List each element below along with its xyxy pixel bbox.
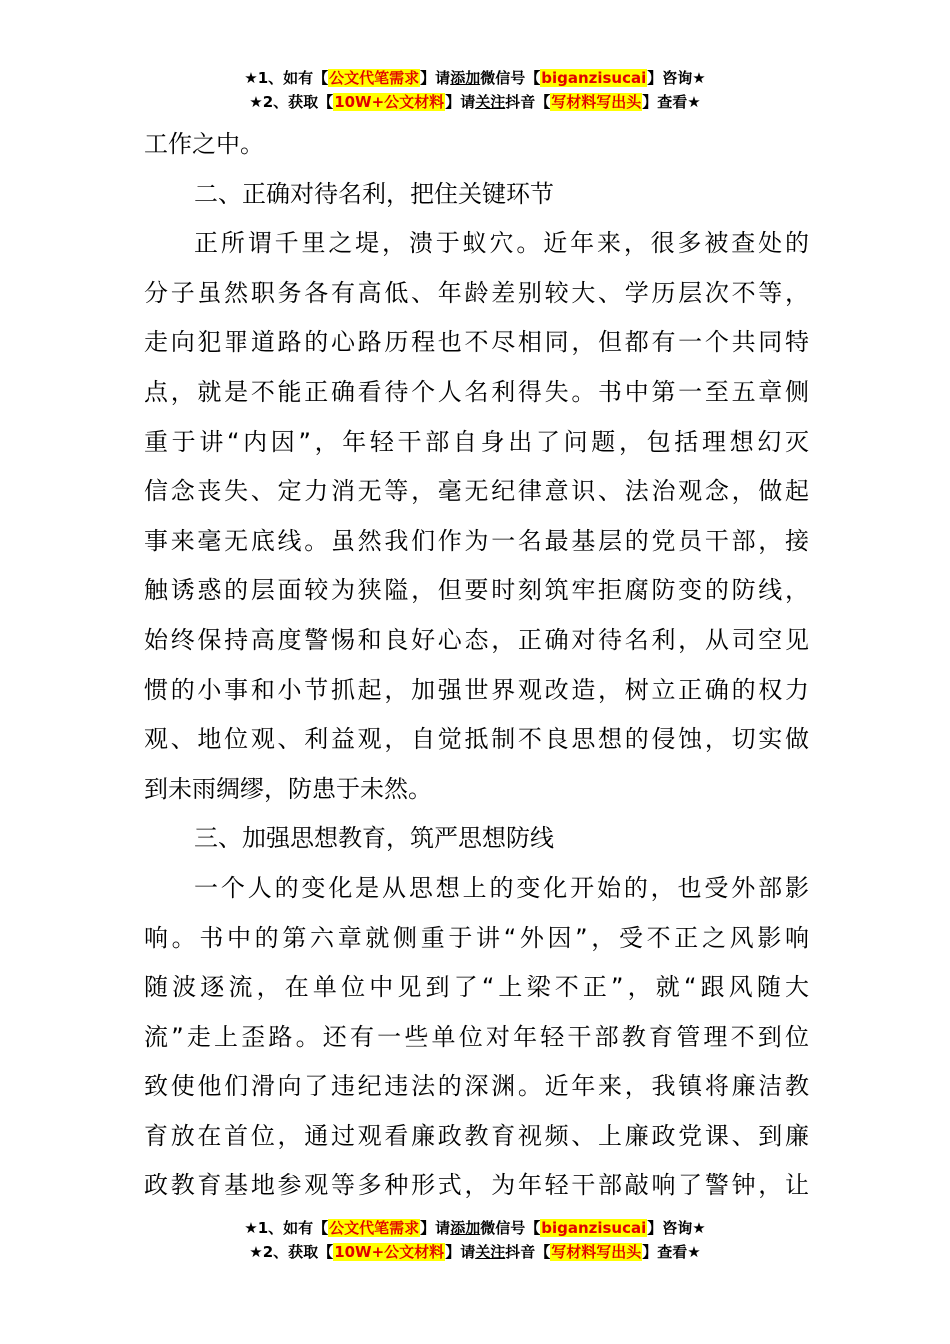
body-line: 到未雨绸缪，防患于未然。 bbox=[144, 774, 432, 803]
body-line: 分子虽然职务各有高低、年龄差别较大、学历层次不等， bbox=[144, 278, 809, 307]
banner-text: 】请 bbox=[420, 69, 451, 87]
section-heading: 二、正确对待名利，把住关键环节 bbox=[194, 179, 554, 208]
banner-text: 】咨询★ bbox=[647, 69, 706, 87]
section-heading: 三、加强思想教育，筑严思想防线 bbox=[194, 824, 554, 853]
banner-wechat-id: biganzisucai bbox=[541, 69, 647, 87]
body-line: 正所谓千里之堤，溃于蚁穴。近年来，很多被查处的 bbox=[194, 229, 809, 258]
banner-line-2 bbox=[0, 1240, 950, 1264]
banner-line-1 bbox=[0, 1216, 950, 1240]
banner-text: 】查看★ bbox=[642, 93, 701, 111]
body-line: 观、地位观、利益观，自觉抵制不良思想的侵蚀，切实做 bbox=[144, 725, 809, 754]
body-line: 事来毫无底线。虽然我们作为一名最基层的党员干部，接 bbox=[144, 526, 809, 555]
body-line: 致使他们滑向了违纪违法的深渊。近年来，我镇将廉洁教 bbox=[144, 1072, 809, 1101]
body-line: 触诱惑的层面较为狭隘，但要时刻筑牢拒腐防变的防线， bbox=[144, 576, 809, 605]
body-line: 重于讲“内因”，年轻干部自身出了问题，包括理想幻灭 bbox=[144, 427, 809, 456]
body-line: 点，就是不能正确看待个人名利得失。书中第一至五章侧 bbox=[144, 377, 809, 406]
banner-highlight: 公文代笔需求 bbox=[329, 69, 420, 87]
body-line: 政教育基地参观等多种形式，为年轻干部敲响了警钟，让 bbox=[144, 1171, 809, 1200]
banner-text: ★1、如有【 bbox=[244, 1219, 329, 1237]
banner-douyin-id: 写材料写出头 bbox=[551, 1243, 642, 1261]
banner-text: 微信号【 bbox=[480, 1219, 541, 1237]
banner-emphasis: 关注 bbox=[475, 93, 506, 111]
banner-emphasis: 添加 bbox=[450, 69, 481, 87]
banner-text: ★2、获取【 bbox=[249, 1243, 334, 1261]
body-line: 始终保持高度警惕和良好心态，正确对待名利，从司空见 bbox=[144, 625, 809, 654]
document-body bbox=[144, 120, 809, 1211]
banner-text: 】咨询★ bbox=[647, 1219, 706, 1237]
banner-text: 】查看★ bbox=[642, 1243, 701, 1261]
banner-highlight: 公文代笔需求 bbox=[329, 1219, 420, 1237]
banner-text: 】请 bbox=[420, 1219, 451, 1237]
body-line: 信念丧失、定力消无等，毫无纪律意识、法治观念，做起 bbox=[144, 477, 809, 506]
banner-emphasis: 关注 bbox=[475, 1243, 506, 1261]
banner-line-1 bbox=[0, 66, 950, 90]
body-line: 育放在首位，通过观看廉政教育视频、上廉政党课、到廉 bbox=[144, 1121, 809, 1150]
banner-text: 】请 bbox=[445, 93, 476, 111]
body-line: 流”走上歪路。还有一些单位对年轻干部教育管理不到位 bbox=[144, 1022, 809, 1051]
banner-text: ★1、如有【 bbox=[244, 69, 329, 87]
banner-line-2 bbox=[0, 90, 950, 114]
banner-highlight: 10W+公文材料 bbox=[334, 1243, 445, 1261]
banner-douyin-id: 写材料写出头 bbox=[551, 93, 642, 111]
body-line: 响。书中的第六章就侧重于讲“外因”，受不正之风影响 bbox=[144, 923, 809, 952]
body-line: 一个人的变化是从思想上的变化开始的，也受外部影 bbox=[194, 873, 809, 902]
banner-emphasis: 添加 bbox=[450, 1219, 481, 1237]
banner-text: 微信号【 bbox=[480, 69, 541, 87]
body-line: 走向犯罪道路的心路历程也不尽相同，但都有一个共同特 bbox=[144, 328, 809, 357]
banner-text: 抖音【 bbox=[505, 93, 551, 111]
body-line: 工作之中。 bbox=[144, 130, 264, 158]
banner-highlight: 10W+公文材料 bbox=[334, 93, 445, 111]
header-banner bbox=[0, 66, 950, 114]
banner-wechat-id: biganzisucai bbox=[541, 1219, 647, 1237]
banner-text: ★2、获取【 bbox=[249, 93, 334, 111]
banner-text: 】请 bbox=[445, 1243, 476, 1261]
footer-banner bbox=[0, 1216, 950, 1264]
body-line: 惯的小事和小节抓起，加强世界观改造，树立正确的权力 bbox=[144, 675, 809, 704]
body-line: 随波逐流，在单位中见到了“上梁不正”，就“跟风随大 bbox=[144, 973, 809, 1002]
banner-text: 抖音【 bbox=[505, 1243, 551, 1261]
